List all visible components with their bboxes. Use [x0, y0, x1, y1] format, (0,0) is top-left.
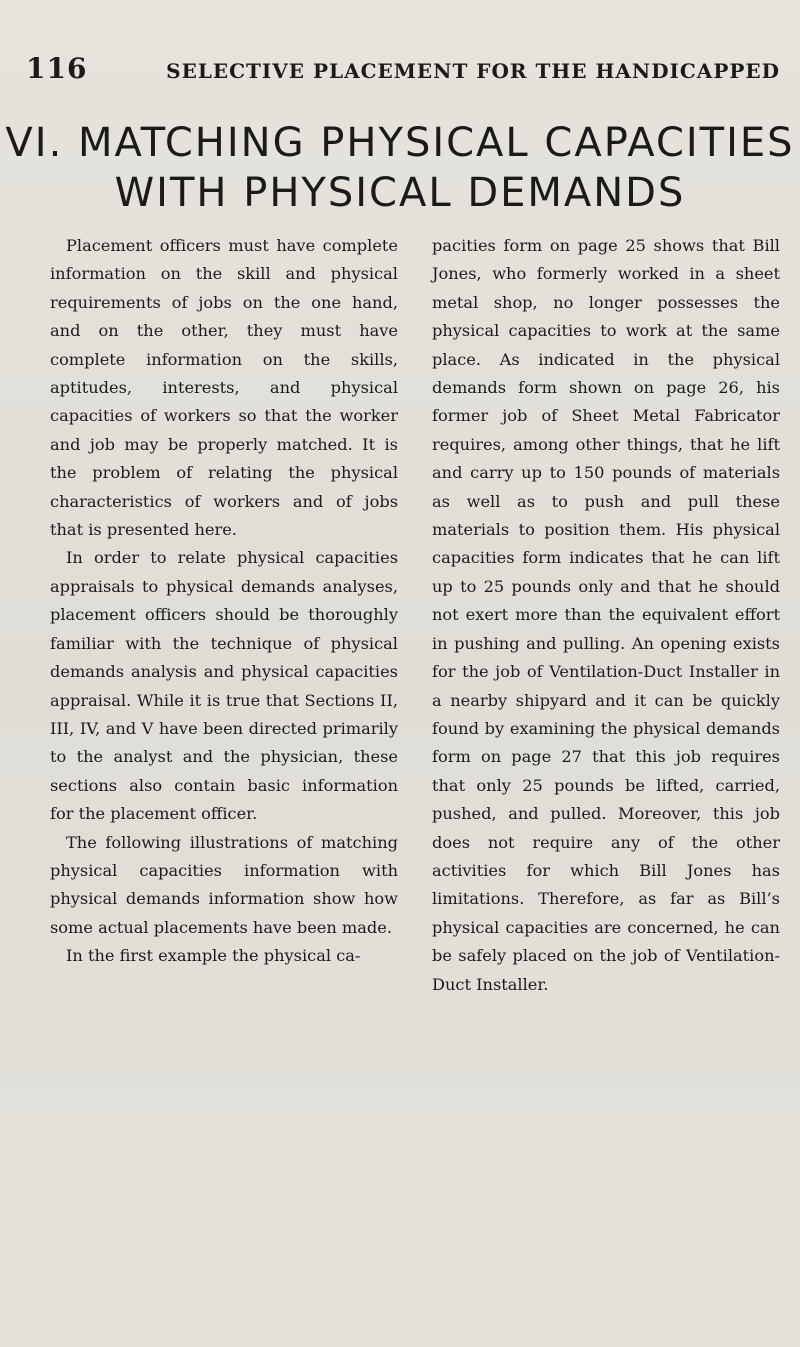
- chapter-title: [0, 118, 800, 218]
- paragraph: The following illustrations of matching physical capacities information with physical demands information show how some actual placements have been made.: [50, 832, 398, 937]
- paragraph: In order to relate physical capacities appraisals to physical demands analyses, placement officers should be thoroughly familiar with the technique of physical demands analysis and physical capacities appraisal. While it is true that Sections II, III, IV, and V have been directed primarily to the analyst and the physician, these sections also contain basic information for the placement officer.: [50, 548, 398, 824]
- running-title: SELECTIVE PLACEMENT FOR THE HANDICAPPED: [166, 59, 780, 83]
- paragraph: pacities form on page 25 shows that Bill Jones, who formerly worked in a sheet metal shop, no longer possesses the physical capacities to work at the same place. As indicated in the physical demands form shown on page 26, his former job of Sheet Metal Fabricator requires, among other things, that he lift and carry up to 150 pounds of materials as well as to push and pull these materials to position them. His physical capacities form indicates that he can lift up to 25 pounds only and that he should not exert more than the equivalent effort in pushing and pulling. An opening exists for the job of Ventilation-Duct Installer in a nearby shipyard and it can be quickly found by examining the physical demands form on page 27 that this job requires that only 25 pounds be lifted, carried, pushed, and pulled. Moreover, this job does not require any of the other activities for which Bill Jones has limitations. Therefore, as far as Bill’s physical capacities are concerned, he can be safely placed on the job of Ventilation-Duct Installer.: [432, 236, 780, 994]
- body-columns: [50, 232, 780, 999]
- page-number: 116: [26, 52, 88, 85]
- paragraph: In the first example the physical ca-: [66, 946, 361, 966]
- left-column: [50, 232, 398, 999]
- chapter-title-line-2: WITH PHYSICAL DEMANDS: [114, 170, 686, 216]
- right-column: [432, 232, 780, 999]
- paragraph: Placement officers must have complete information on the skill and physical requirements of jobs on the one hand, and on the other, they must have complete information on the skills, aptitudes, interests, and physical capacities of workers so that the worker and job may be properly matched. It is the problem of relating the physical characteristics of workers and of jobs that is presented here.: [50, 236, 398, 540]
- chapter-title-line-1: VI. MATCHING PHYSICAL CAPACITIES: [5, 120, 795, 166]
- running-head: [26, 52, 780, 92]
